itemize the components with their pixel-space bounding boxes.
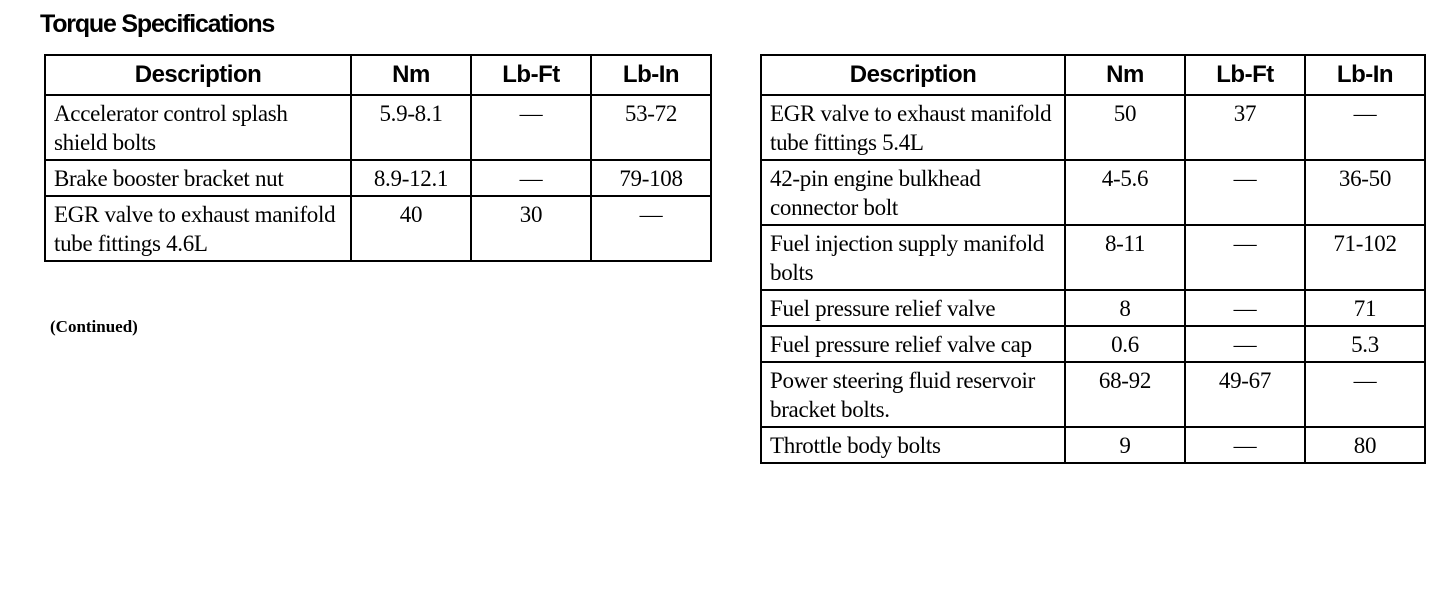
cell-nm: 5.9-8.1 (351, 95, 471, 160)
column-header-nm: Nm (1065, 55, 1185, 95)
table-row (761, 427, 1425, 463)
cell-nm: 40 (351, 196, 471, 261)
cell-lbin: — (1305, 95, 1425, 160)
column-header-lbft: Lb-Ft (471, 55, 591, 95)
column-header-lbft: Lb-Ft (1185, 55, 1305, 95)
cell-lbin: 36-50 (1305, 160, 1425, 225)
cell-lbin: 5.3 (1305, 326, 1425, 362)
cell-nm: 8 (1065, 290, 1185, 326)
cell-nm: 8.9-12.1 (351, 160, 471, 196)
cell-lbft: — (1185, 160, 1305, 225)
cell-description: 42-pin engine bulkhead connector bolt (761, 160, 1065, 225)
column-header-nm: Nm (351, 55, 471, 95)
cell-description: Fuel injection supply manifold bolts (761, 225, 1065, 290)
table-row (761, 362, 1425, 427)
cell-lbft: — (1185, 290, 1305, 326)
cell-lbft: — (1185, 427, 1305, 463)
table-row (761, 290, 1425, 326)
cell-lbin: — (591, 196, 711, 261)
cell-lbin: 79-108 (591, 160, 711, 196)
cell-nm: 50 (1065, 95, 1185, 160)
cell-lbft: — (471, 160, 591, 196)
cell-description: Power steering fluid reservoir bracket bolts. (761, 362, 1065, 427)
torque-table-right (760, 54, 1426, 464)
column-header-description: Description (45, 55, 351, 95)
cell-nm: 4-5.6 (1065, 160, 1185, 225)
table-header-row (45, 55, 711, 95)
cell-description: Throttle body bolts (761, 427, 1065, 463)
table-row (761, 160, 1425, 225)
cell-lbin: 53-72 (591, 95, 711, 160)
table-row (45, 160, 711, 196)
cell-nm: 68-92 (1065, 362, 1185, 427)
cell-description: EGR valve to exhaust manifold tube fittings 5.4L (761, 95, 1065, 160)
cell-lbft: 49-67 (1185, 362, 1305, 427)
table-row (45, 196, 711, 261)
column-header-description: Description (761, 55, 1065, 95)
cell-description: Accelerator control splash shield bolts (45, 95, 351, 160)
continued-note: (Continued) (50, 317, 138, 336)
cell-lbft: — (471, 95, 591, 160)
cell-lbft: — (1185, 225, 1305, 290)
table-row (761, 225, 1425, 290)
cell-lbin: — (1305, 362, 1425, 427)
cell-lbin: 71-102 (1305, 225, 1425, 290)
cell-lbft: 37 (1185, 95, 1305, 160)
cell-lbft: 30 (471, 196, 591, 261)
column-header-lbin: Lb-In (591, 55, 711, 95)
table-header-row (761, 55, 1425, 95)
column-header-lbin: Lb-In (1305, 55, 1425, 95)
cell-lbft: — (1185, 326, 1305, 362)
table-row (45, 95, 711, 160)
cell-nm: 0.6 (1065, 326, 1185, 362)
page-title: Torque Specifications (40, 10, 275, 38)
cell-lbin: 71 (1305, 290, 1425, 326)
cell-nm: 9 (1065, 427, 1185, 463)
table-row (761, 326, 1425, 362)
cell-lbin: 80 (1305, 427, 1425, 463)
cell-description: Fuel pressure relief valve (761, 290, 1065, 326)
torque-table-left (44, 54, 712, 262)
cell-description: Fuel pressure relief valve cap (761, 326, 1065, 362)
cell-description: Brake booster bracket nut (45, 160, 351, 196)
table-row (761, 95, 1425, 160)
cell-description: EGR valve to exhaust manifold tube fittings 4.6L (45, 196, 351, 261)
cell-nm: 8-11 (1065, 225, 1185, 290)
